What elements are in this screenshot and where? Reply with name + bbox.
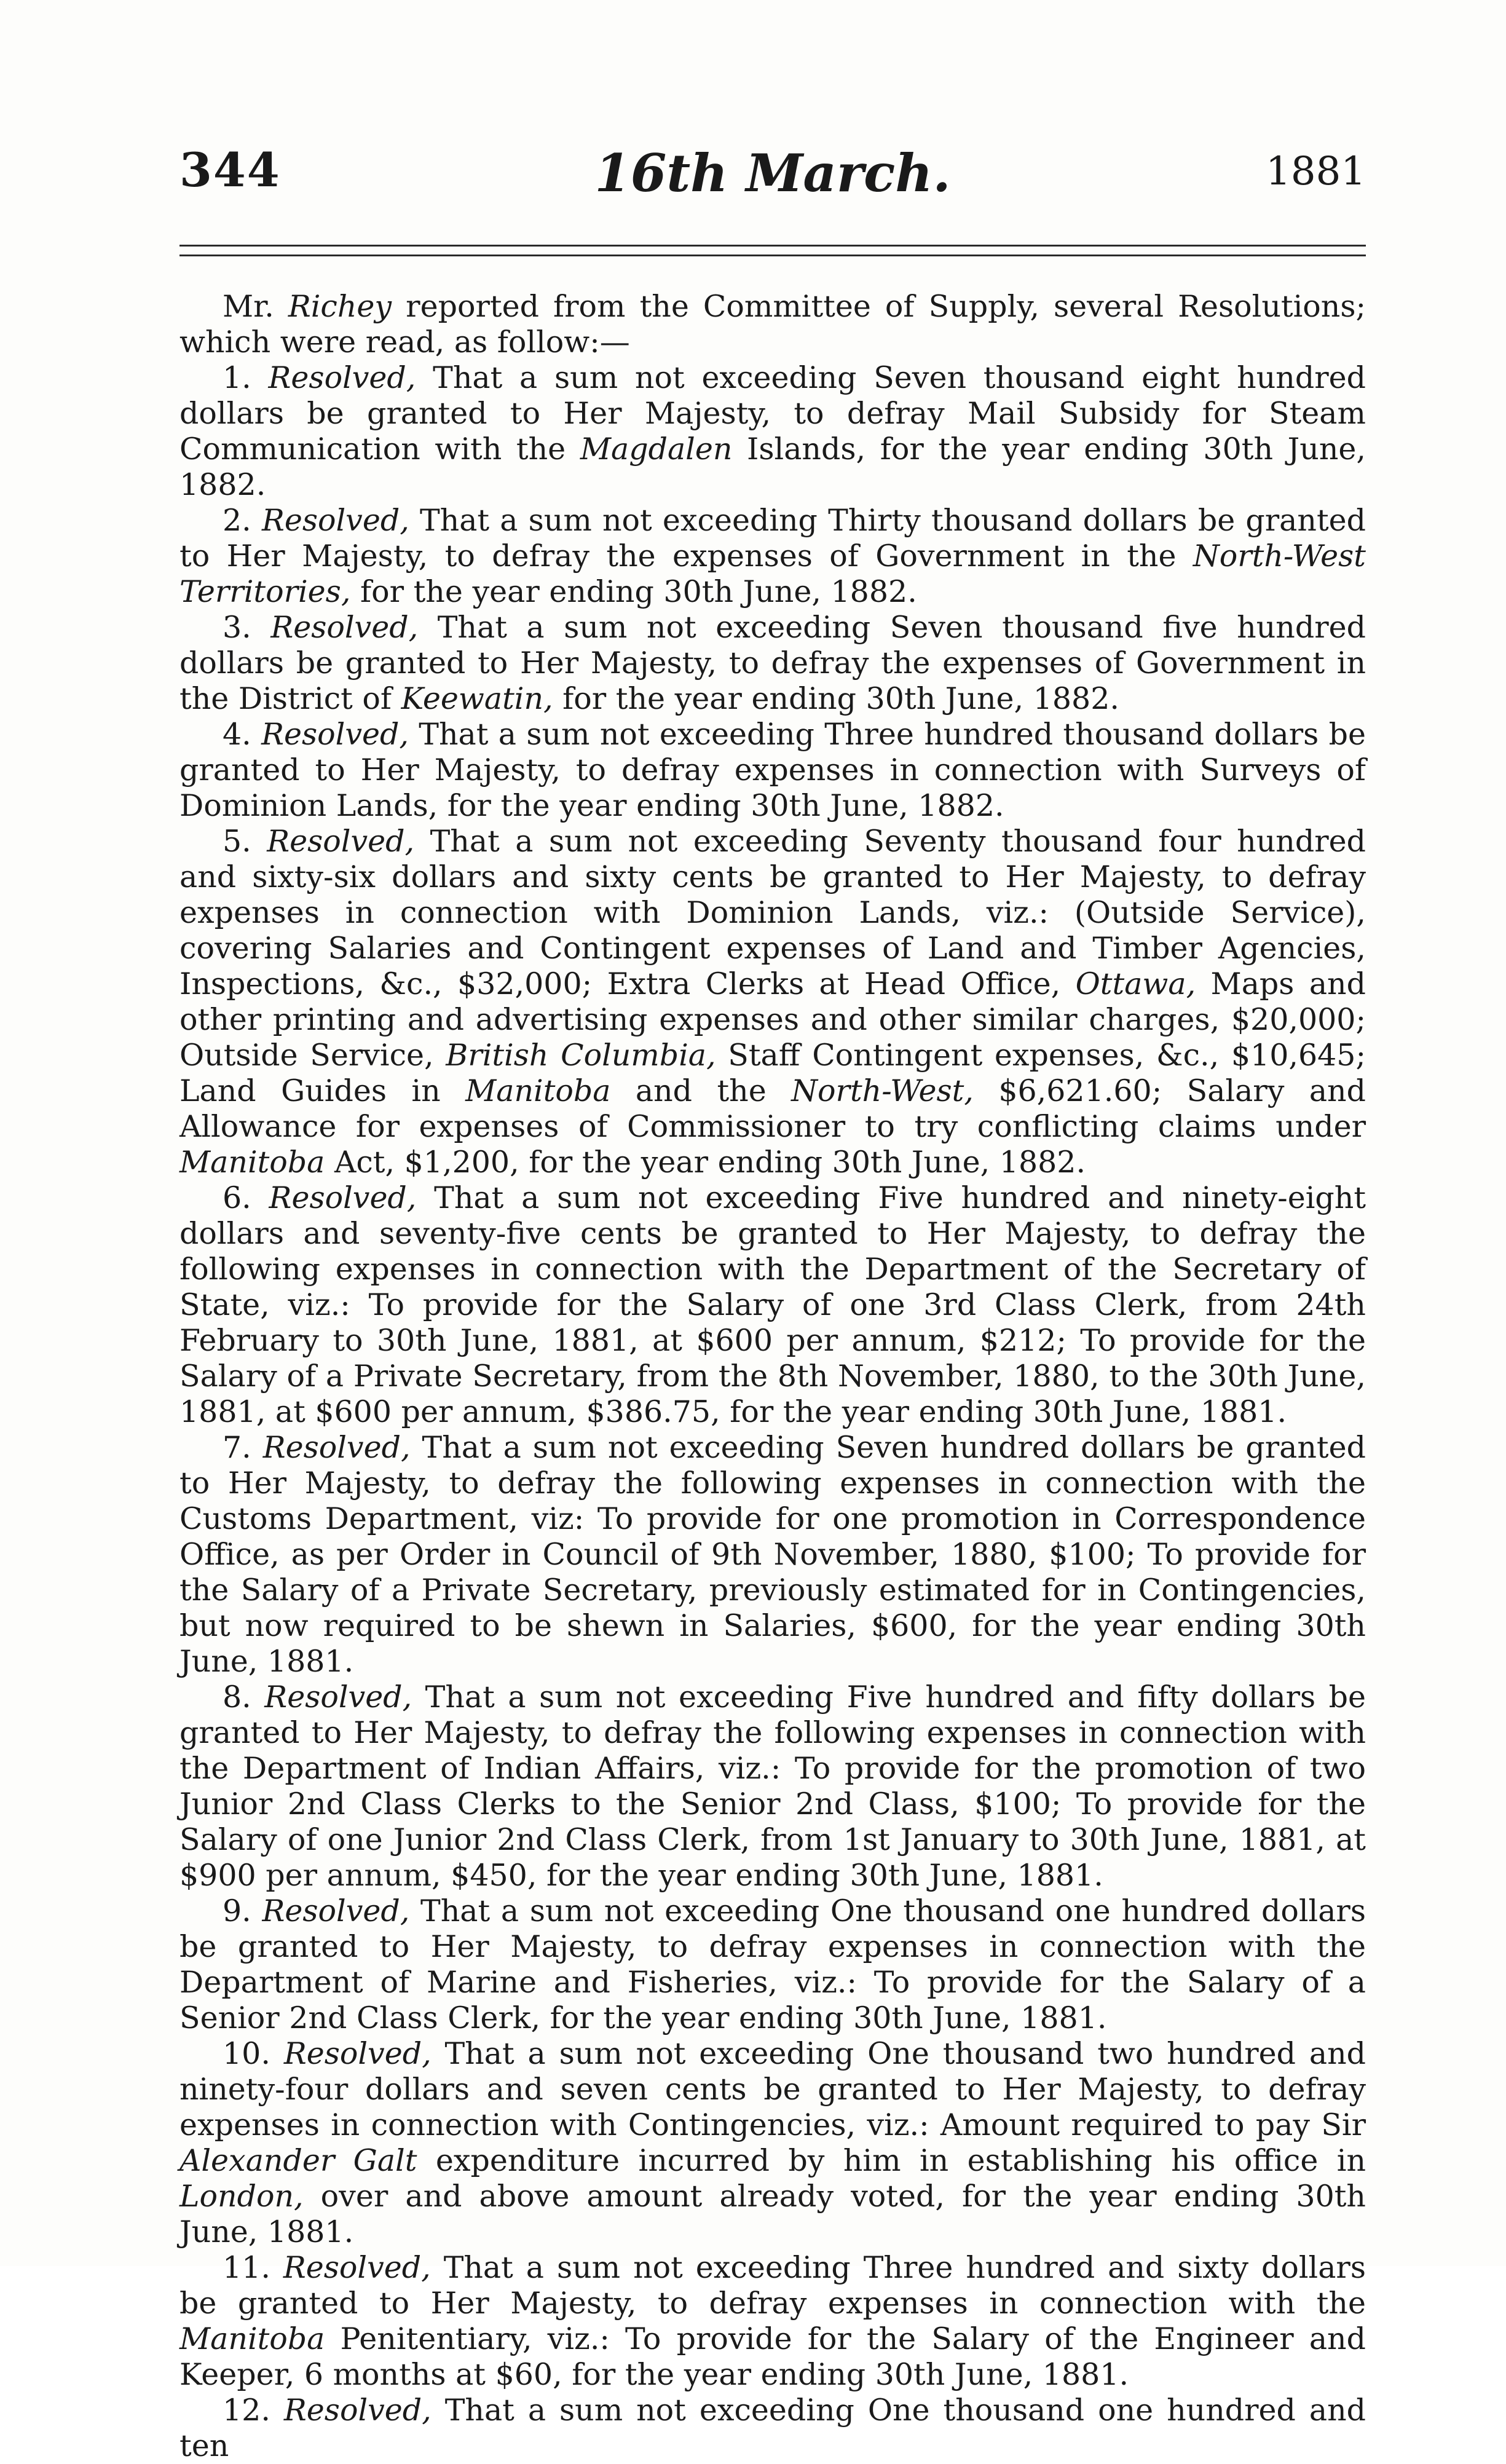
resolution-number: 2. (223, 503, 251, 538)
resolution-number: 10. (223, 2036, 270, 2071)
resolution-text: expenditure incurred by him in establishing his office in (417, 2143, 1366, 2178)
resolution-number: 5. (223, 824, 251, 859)
resolution-text: Staff Contingent expenses, &c., $10,645; Land Guides in (179, 1038, 1366, 1108)
resolution-paragraph (179, 1430, 1366, 1680)
page-number: 344 (179, 143, 281, 197)
resolution-text: That a sum not exceeding Seven thousand eight hundred dollars be granted to Her Majesty, to defray Mail Subsidy for Steam Communication with the (179, 360, 1366, 467)
resolved-label: Resolved, (264, 1680, 412, 1715)
italic-text: North-West Territories, (179, 539, 1366, 609)
document-body (179, 289, 1366, 2464)
resolution-number: 11. (223, 2250, 270, 2285)
resolution-text: and the (610, 1073, 792, 1108)
resolved-label: Resolved, (262, 1430, 411, 1465)
resolution-paragraph (179, 717, 1366, 824)
resolution-paragraph (179, 1180, 1366, 1430)
resolution-paragraph (179, 503, 1366, 610)
page-header (179, 143, 1366, 210)
resolution-number: 4. (223, 717, 251, 752)
resolution-text: That a sum not exceeding Three hundred thousand dollars be granted to Her Majesty, to defray expenses in connection with Surveys of Dominion Lands, for the year ending 30th June, 1882. (179, 717, 1366, 823)
resolution-text: That a sum not exceeding Five hundred and fifty dollars be granted to Her Majesty, to defray the following expenses in connection with the Department of Indian Affairs, viz.: To provide for the promotion of two Junior 2nd Class Clerks to the Senior 2nd Class, $100; To provide for the Salary of one Junior 2nd Class Clerk, from 1st January to 30th June, 1881, at $900 per annum, $450, for the year ending 30th June, 1881. (179, 1680, 1366, 1893)
resolution-text: Islands, for the year ending 30th June, 1882. (179, 432, 1366, 502)
page-title: 16th March. (594, 143, 951, 203)
resolved-label: Resolved, (267, 824, 415, 859)
resolution-text: for the year ending 30th June, 1882. (350, 574, 917, 609)
resolution-text: That a sum not exceeding Five hundred and ninety-eight dollars and seventy-five cents be granted to Her Majesty, to defray the following expenses in connection with the Department of the Secretary of State, viz.: To provide for the Salary of one 3rd Class Clerk, from 24th February to 30th June, 1881, at $600 per annum, $212; To provide for the Salary of a Private Secretary, from the 8th November, 1880, to the 30th June, 1881, at $600 per annum, $386.75, for the year ending 30th June, 1881. (179, 1180, 1366, 1429)
resolution-text: Penitentiary, viz.: To provide for the Salary of the Engineer and Keeper, 6 months at $60, for the year ending 30th June, 1881. (179, 2321, 1366, 2392)
resolution-text: That a sum not exceeding One thousand one hundred dollars be granted to Her Majesty, to defray expenses in connection with the Department of Marine and Fisheries, viz.: To provide for the Salary of a Senior 2nd Class Clerk, for the year ending 30th June, 1881. (179, 1893, 1366, 2036)
italic-text: Manitoba (465, 1073, 611, 1108)
resolution-text: $6,621.60; Salary and Allowance for expenses of Commissioner to try conflicting claims under (179, 1073, 1366, 1144)
resolved-label: Resolved, (261, 717, 409, 752)
resolution-paragraph (179, 824, 1366, 1180)
resolution-text: That a sum not exceeding Thirty thousand dollars be granted to Her Majesty, to defray the expenses of Government in the (179, 503, 1366, 574)
header-rule-bottom (179, 255, 1366, 256)
resolution-paragraph (179, 2250, 1366, 2393)
resolved-label: Resolved, (268, 360, 416, 395)
resolved-label: Resolved, (283, 2393, 432, 2428)
resolution-number: 8. (223, 1680, 251, 1715)
resolution-paragraph (179, 2036, 1366, 2250)
resolution-paragraph (179, 1893, 1366, 2036)
italic-text: Keewatin, (401, 681, 553, 716)
italic-text: Manitoba (179, 2321, 325, 2356)
resolution-text: over and above amount already voted, for the year ending 30th June, 1881. (179, 2179, 1366, 2249)
resolution-text: That a sum not exceeding One thousand one hundred and ten (179, 2393, 1366, 2463)
header-rule-top (179, 245, 1366, 247)
resolved-label: Resolved, (262, 1893, 410, 1929)
italic-text: North-West, (791, 1073, 974, 1108)
resolution-text: That a sum not exceeding Seventy thousand four hundred and sixty-six dollars and sixty cents be granted to Her Majesty, to defray expenses in connection with Dominion Lands, viz.: (Outside Service), covering Salaries and Contingent expenses of Land and Timber Agencies, Inspections, &c., $32,000; Extra Clerks at Head Office, (179, 824, 1366, 1001)
intro-paragraph: Mr. Richey reported from the Committee of Supply, several Resolutions; which were read, as follow:— (179, 289, 1366, 360)
resolved-label: Resolved, (261, 503, 409, 538)
resolution-text: That a sum not exceeding One thousand two hundred and ninety-four dollars and seven cents be granted to Her Majesty, to defray expenses in connection with Contingencies, viz.: Amount required to pay Sir (179, 2036, 1366, 2142)
resolved-label: Resolved, (283, 2036, 432, 2071)
resolution-paragraph (179, 1680, 1366, 1893)
resolution-number: 7. (223, 1430, 251, 1465)
italic-text: Manitoba (179, 1145, 325, 1180)
resolution-paragraph (179, 360, 1366, 503)
resolved-label: Resolved, (269, 1180, 417, 1215)
header-year: 1881 (1266, 149, 1366, 194)
resolved-label: Resolved, (283, 2250, 431, 2285)
resolution-number: 9. (223, 1893, 251, 1929)
resolution-number: 12. (223, 2393, 270, 2428)
italic-text: Ottawa, (1075, 966, 1196, 1001)
resolution-number: 6. (223, 1180, 251, 1215)
italic-text: British Columbia, (446, 1038, 716, 1073)
italic-text: Magdalen (580, 432, 733, 467)
italic-text: Alexander Galt (179, 2143, 417, 2178)
resolution-text: That a sum not exceeding Seven hundred dollars be granted to Her Majesty, to defray the following expenses in connection with the Customs Department, viz: To provide for one promotion in Correspondence Office, as per Order in Council of 9th November, 1880, $100; To provide for the Salary of a Private Secretary, previously estimated for in Contingencies, but now required to be shewn in Salaries, $600, for the year ending 30th June, 1881. (179, 1430, 1366, 1679)
resolution-paragraph (179, 610, 1366, 717)
resolution-number: 1. (223, 360, 251, 395)
resolutions-list (179, 360, 1366, 2464)
italic-text: London, (179, 2179, 304, 2214)
resolved-label: Resolved, (270, 610, 419, 645)
resolution-text: That a sum not exceeding Three hundred and sixty dollars be granted to Her Majesty, to defray expenses in connection with the (179, 2250, 1366, 2321)
resolution-paragraph (179, 2393, 1366, 2464)
resolution-text: Act, $1,200, for the year ending 30th June, 1882. (325, 1145, 1086, 1180)
resolution-text: for the year ending 30th June, 1882. (553, 681, 1119, 716)
resolution-number: 3. (223, 610, 251, 645)
resolution-text: That a sum not exceeding Seven thousand five hundred dollars be granted to Her Majesty, to defray the expenses of Government in the District of (179, 610, 1366, 716)
resolution-text: Maps and other printing and advertising expenses and other similar charges, $20,000; Outside Service, (179, 966, 1366, 1073)
